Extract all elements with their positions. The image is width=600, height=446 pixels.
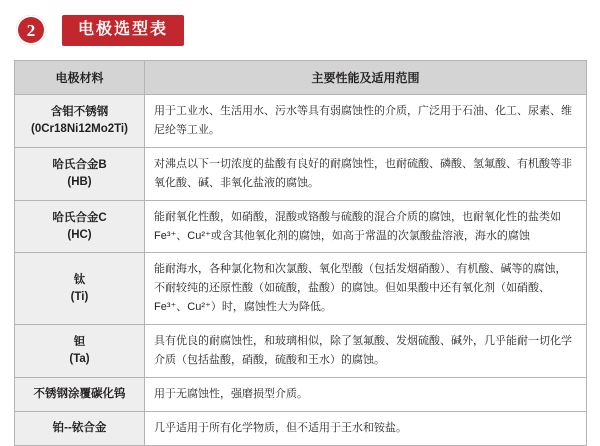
electrode-selection-table [14, 60, 587, 446]
table-header [15, 61, 587, 95]
table-row [15, 147, 587, 200]
cell-material: 铂--铱合金 [15, 411, 145, 445]
cell-material: 钛 (Ti) [15, 253, 145, 325]
table-row [15, 95, 587, 148]
cell-description: 能耐氧化性酸，如硝酸，混酸或铬酸与硫酸的混合介质的腐蚀，也耐氧化性的盐类如Fe³⁺、Cu²⁺或含其他氧化剂的腐蚀，如高于常温的次氯酸盐溶液，海水的腐蚀 [145, 200, 587, 253]
page-title: 电极选型表 [62, 15, 184, 46]
table-row [15, 253, 587, 325]
cell-material: 哈氏合金C (HC) [15, 200, 145, 253]
column-header-description: 主要性能及适用范围 [145, 61, 587, 95]
cell-description: 能耐海水，各种氯化物和次氯酸、氧化型酸（包括发烟硝酸）、有机酸、碱等的腐蚀，不耐较纯的还原性酸（如硫酸，盐酸）的腐蚀。但如果酸中还有氧化剂（如硝酸、Fe³⁺、Cu²⁺）时，腐蚀性大为降低。 [145, 253, 587, 325]
cell-material: 不锈钢涂覆碳化钨 [15, 377, 145, 411]
cell-description: 用于无腐蚀性，强磨损型介质。 [145, 377, 587, 411]
cell-material: 钽 (Ta) [15, 325, 145, 378]
cell-description: 用于工业水、生活用水、污水等具有弱腐蚀性的介质，广泛用于石油、化工、尿素、维尼纶等工业。 [145, 95, 587, 148]
table-header-row [15, 61, 587, 95]
cell-description: 对沸点以下一切浓度的盐酸有良好的耐腐蚀性，也耐硫酸、磷酸、氢氟酸、有机酸等非氧化酸、碱、非氧化盐液的腐蚀。 [145, 147, 587, 200]
table-row [15, 411, 587, 445]
cell-description: 几乎适用于所有化学物质，但不适用于王水和铵盐。 [145, 411, 587, 445]
page-header [14, 10, 586, 50]
section-number-badge [16, 15, 46, 45]
table-row [15, 325, 587, 378]
cell-description: 具有优良的耐腐蚀性，和玻璃相似，除了氢氟酸、发烟硫酸、碱外，几乎能耐一切化学介质（包括盐酸，硝酸，硫酸和王水）的腐蚀。 [145, 325, 587, 378]
section-number-label: 2 [26, 20, 36, 40]
table-body [15, 95, 587, 446]
table-row [15, 200, 587, 253]
cell-material: 含钼不锈钢 (0Cr18Ni12Mo2Ti) [15, 95, 145, 148]
cell-material: 哈氏合金B (HB) [15, 147, 145, 200]
table-row [15, 377, 587, 411]
column-header-material: 电极材料 [15, 61, 145, 95]
